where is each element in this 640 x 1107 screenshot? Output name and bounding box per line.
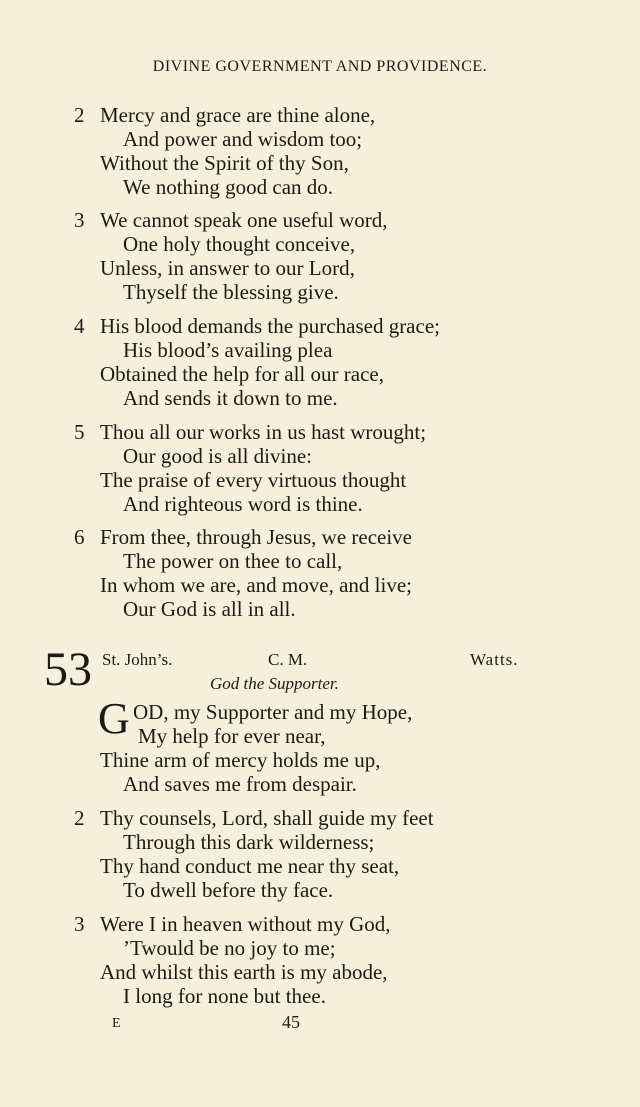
drop-cap: G [98,694,130,743]
verse-line: Thou all our works in us hast wrought; [100,420,427,444]
tune-name: St. John’s. [102,650,173,669]
verse-line: We cannot speak one useful word, [100,208,388,232]
verse-line: ’Twould be no joy to me; [123,936,336,960]
verse-line: And sends it down to me. [123,386,338,410]
verse-line: Obtained the help for all our race, [100,362,384,386]
verse-line: Were I in heaven without my God, [100,912,391,936]
verse-line: OD, my Supporter and my Hope, [133,700,413,724]
verse-line: Our good is all divine: [123,444,312,468]
meter: C. M. [268,650,308,669]
verse-line: Mercy and grace are thine alone, [100,103,376,127]
verse-line: Our God is all in all. [123,597,296,621]
verse-line: In whom we are, and move, and live; [100,573,412,597]
stanza-number: 4 [74,314,85,338]
verse-line: Thine arm of mercy holds me up, [100,748,381,772]
verse-line: We nothing good can do. [123,175,334,199]
page-number: 45 [282,1012,300,1032]
verse-line: One holy thought conceive, [123,232,356,256]
verse-line: His blood demands the purchased grace; [100,314,440,338]
verse-line: Without the Spirit of thy Son, [100,151,349,175]
stanza-number: 2 [74,806,85,830]
stanza-number: 2 [74,103,85,127]
hymn-subtitle: God the Supporter. [210,674,339,693]
stanza-number: 5 [74,420,85,444]
verse-line: And saves me from despair. [123,772,357,796]
author: Watts. [470,650,519,669]
verse-line: From thee, through Jesus, we receive [100,525,412,549]
stanza-number: 6 [74,525,85,549]
verse-line: His blood’s availing plea [123,338,333,362]
verse-line: Thy hand conduct me near thy seat, [100,854,400,878]
stanza-number: 3 [74,208,85,232]
verse-line: The power on thee to call, [123,549,343,573]
verse-line: Thyself the blessing give. [123,280,339,304]
verse-line: Unless, in answer to our Lord, [100,256,355,280]
verse-line: And whilst this earth is my abode, [100,960,388,984]
verse-line: To dwell before thy face. [123,878,334,902]
verse-line: Thy counsels, Lord, shall guide my feet [100,806,434,830]
verse-line: And righteous word is thine. [123,492,363,516]
verse-line: My help for ever near, [138,724,326,748]
stanza-number: 3 [74,912,85,936]
verse-line: I long for none but thee. [123,984,326,1008]
running-header: DIVINE GOVERNMENT AND PROVIDENCE. [152,58,488,75]
signature-mark: E [112,1016,121,1031]
hymn-number: 53 [44,643,92,696]
verse-line: The praise of every virtuous thought [100,468,407,492]
verse-line: And power and wisdom too; [123,127,363,151]
verse-line: Through this dark wilderness; [123,830,375,854]
